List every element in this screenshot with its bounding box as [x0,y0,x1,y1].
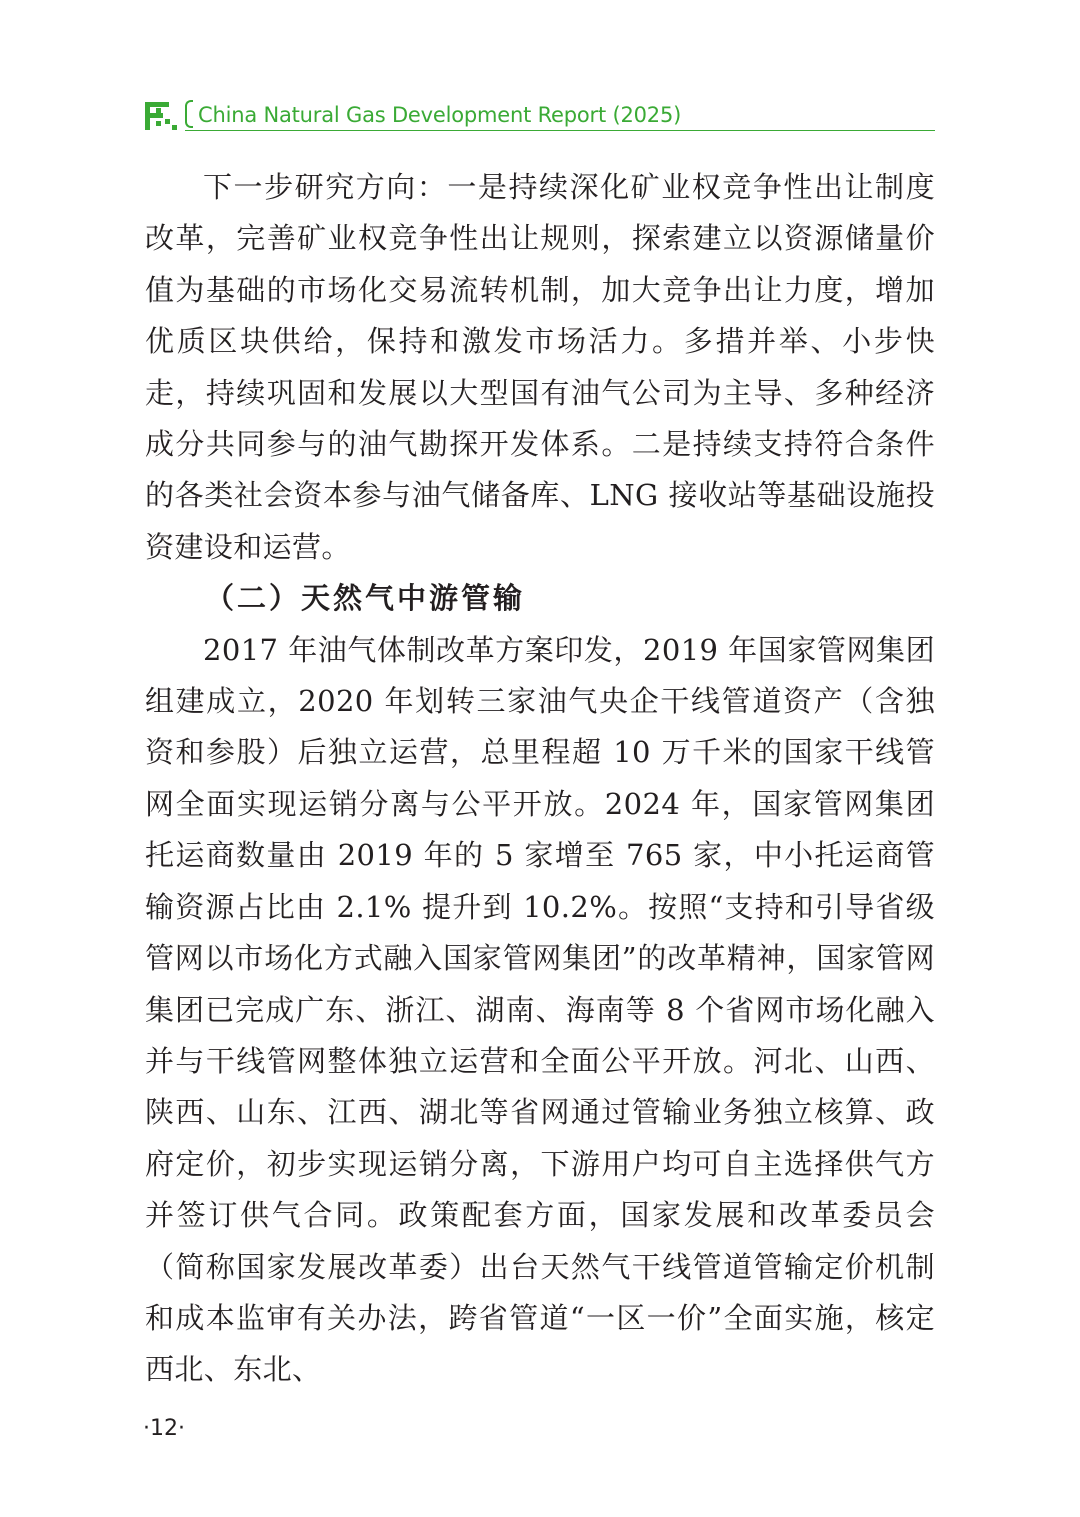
section-heading: （二）天然气中游管输 [205,581,526,616]
header-bracket [185,100,193,128]
body-paragraph: 下一步研究方向：一是持续深化矿业权竞争性出让制度改革，完善矿业权竞争性出让规则，探索建立以资源储量价值为基础的市场化交易流转机制，加大竞争出让力度，增加优质区块供给，保持和激发市场活力。多措并举、小步快走，持续巩固和发展以大型国有油气公司为主导、多种经济成分共同参与的油气勘探开发体系。二是持续支持符合条件的各类社会资本参与油气储备库、LNG 接收站等基础设施投资建设和运营。 [145,170,935,564]
header-rule [185,130,935,131]
body-paragraph: 2017 年油气体制改革方案印发，2019 年国家管网集团组建成立，2020 年划转三家油气央企干线管道资产（含独资和参股）后独立运营，总里程超 10 万千米的国家干线管网全面实现运销分离与公平开放。2024 年，国家管网集团托运商数量由 2019 年的 5 家增至 765 家，中小托运商管输资源占比由 2.1% 提升到 10.2%。按照“支持和引导省级管网以市场化方式融入国家管网集团”的改革精神，国家管网集团已完成广东、浙江、湖南、海南等 8 个省网市场化融入并与干线管网整体独立运营和全面公平开放。河北、山西、陕西、山东、江西、湖北等省网通过管输业务独立核算、政府定价，初步实现运销分离，下游用户均可自主选择供气方并签订供气合同。政策配套方面，国家发展和改革委员会（简称国家发展改革委）出台天然气干线管道管输定价机制和成本监审有关办法，跨省管道“一区一价”全面实施，核定西北、东北、 [145,632,935,1387]
page-header [145,96,935,136]
page-body [145,162,935,1396]
report-logo-icon [145,102,179,130]
running-header-title: China Natural Gas Development Report (2025) [198,103,682,127]
page-number: ·12· [143,1416,185,1441]
